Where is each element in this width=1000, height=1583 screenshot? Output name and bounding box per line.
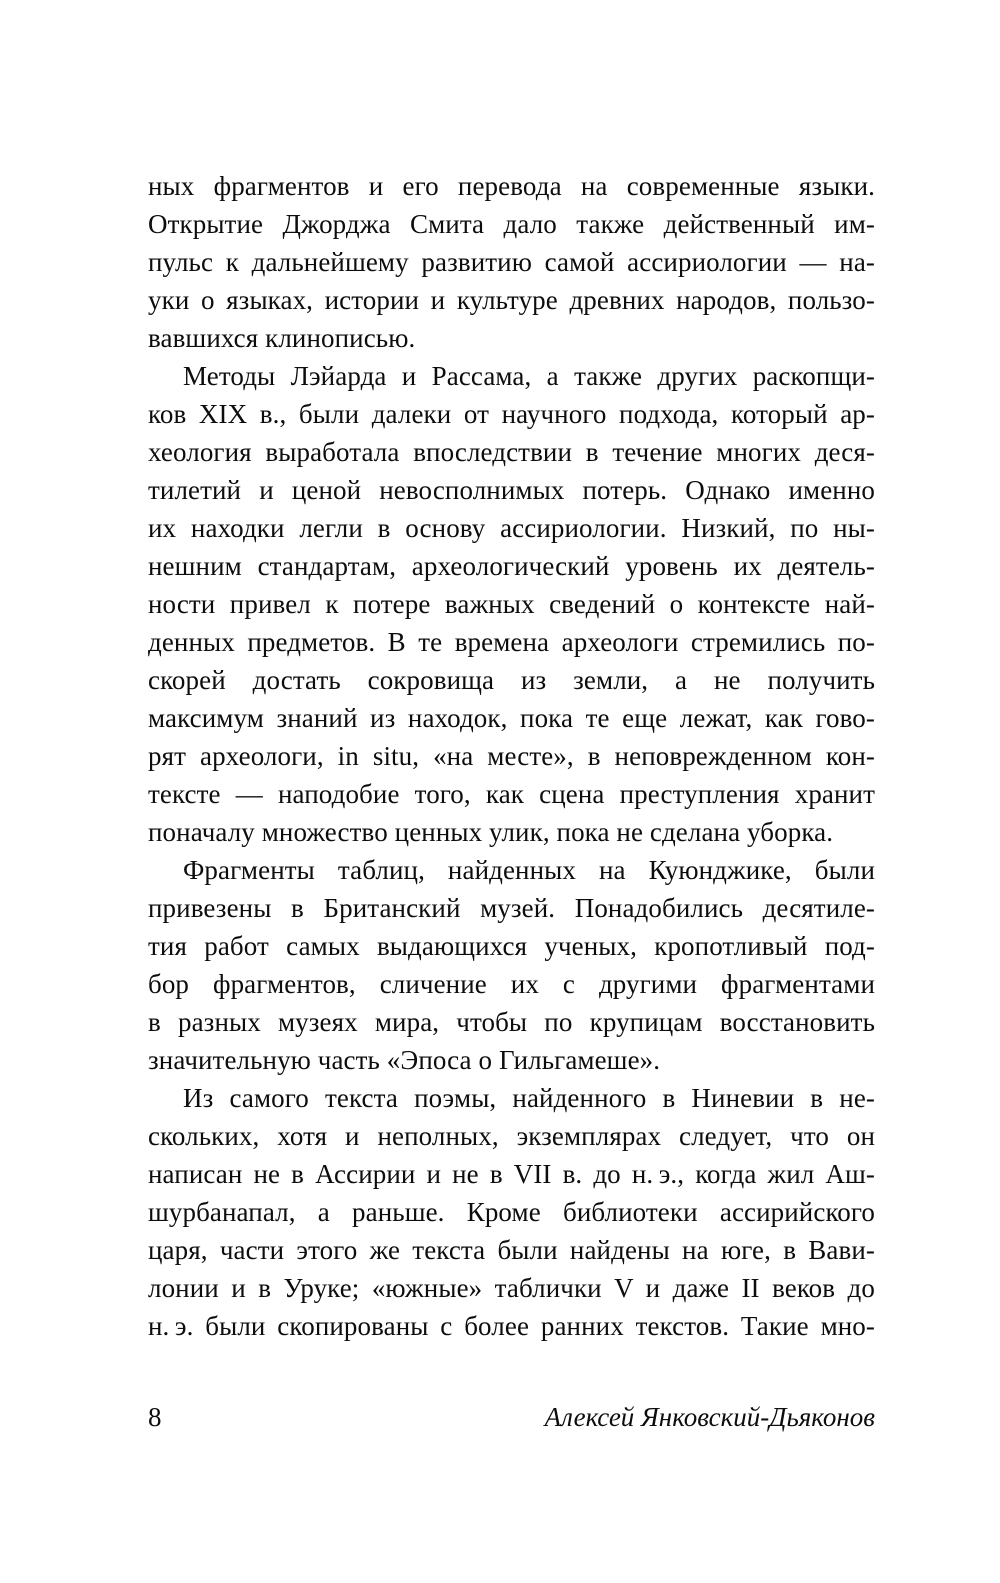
text-line: бор фрагментов, сличение их с другими фрагментами xyxy=(148,969,875,999)
text-line: максимум знаний из находок, пока те еще лежат, как гово- xyxy=(148,703,875,733)
text-line: царя, части этого же текста были найдены на юге, в Вави- xyxy=(148,1235,875,1265)
text-line: тексте — наподобие того, как сцена преступления хранит xyxy=(148,779,875,809)
text-line: нешним стандартам, археологический уровень их деятель- xyxy=(148,551,875,581)
text-line: рят археологи, in situ, «на месте», в неповрежденном кон- xyxy=(148,741,875,771)
text-line: Открытие Джорджа Смита дало также действенный им- xyxy=(148,209,875,239)
text-line: Из самого текста поэмы, найденного в Ниневии в не- xyxy=(183,1083,875,1113)
text-line: хеология выработала впоследствии в течение многих деся- xyxy=(148,437,875,467)
text-line: Методы Лэйарда и Рассама, а также других раскопщи- xyxy=(183,361,875,391)
running-author: Алексей Янковский-Дьяконов xyxy=(544,1402,875,1432)
text-line: ков XIX в., были далеки от научного подхода, который ар- xyxy=(148,399,875,429)
text-line: уки о языках, истории и культуре древних народов, пользо- xyxy=(148,285,875,315)
text-line: значительную часть «Эпоса о Гильгамеше». xyxy=(148,1045,661,1075)
paragraph xyxy=(148,1079,875,1345)
page-footer xyxy=(148,1398,875,1436)
paragraph xyxy=(148,851,875,1079)
page-text xyxy=(148,167,875,1345)
text-line: ных фрагментов и его перевода на современные языки. xyxy=(148,171,875,201)
text-line: в разных музеях мира, чтобы по крупицам восстановить xyxy=(148,1007,875,1037)
text-line: их находки легли в основу ассириологии. Низкий, по ны- xyxy=(148,513,875,543)
text-line: н. э. были скопированы с более ранних текстов. Такие мно- xyxy=(148,1311,875,1341)
text-line: скорей достать сокровища из земли, а не получить xyxy=(148,665,875,695)
paragraph xyxy=(148,167,875,357)
text-line: тия работ самых выдающихся ученых, кропотливый под- xyxy=(148,931,875,961)
text-line: Фрагменты таблиц, найденных на Куюнджике, были xyxy=(183,855,875,885)
text-line: поначалу множество ценных улик, пока не сделана уборка. xyxy=(148,817,834,847)
text-line: тилетий и ценой невосполнимых потерь. Однако именно xyxy=(148,475,875,505)
text-line: написан не в Ассирии и не в VII в. до н. э., когда жил Аш- xyxy=(148,1159,875,1189)
text-line: ности привел к потере важных сведений о контексте най- xyxy=(148,589,875,619)
text-line: привезены в Британский музей. Понадобились десятиле- xyxy=(148,893,875,923)
page-number: 8 xyxy=(148,1402,162,1432)
paragraph xyxy=(148,357,875,851)
text-line: пульс к дальнейшему развитию самой ассириологии — на- xyxy=(148,247,875,277)
text-line: скольких, хотя и неполных, экземплярах следует, что он xyxy=(148,1121,875,1151)
text-line: лонии и в Уруке; «южные» таблички V и даже II веков до xyxy=(148,1273,875,1303)
text-line: денных предметов. В те времена археологи стремились по- xyxy=(148,627,875,657)
text-line: вавшихся клинописью. xyxy=(148,323,416,353)
text-line: шурбанапал, а раньше. Кроме библиотеки ассирийского xyxy=(148,1197,875,1227)
